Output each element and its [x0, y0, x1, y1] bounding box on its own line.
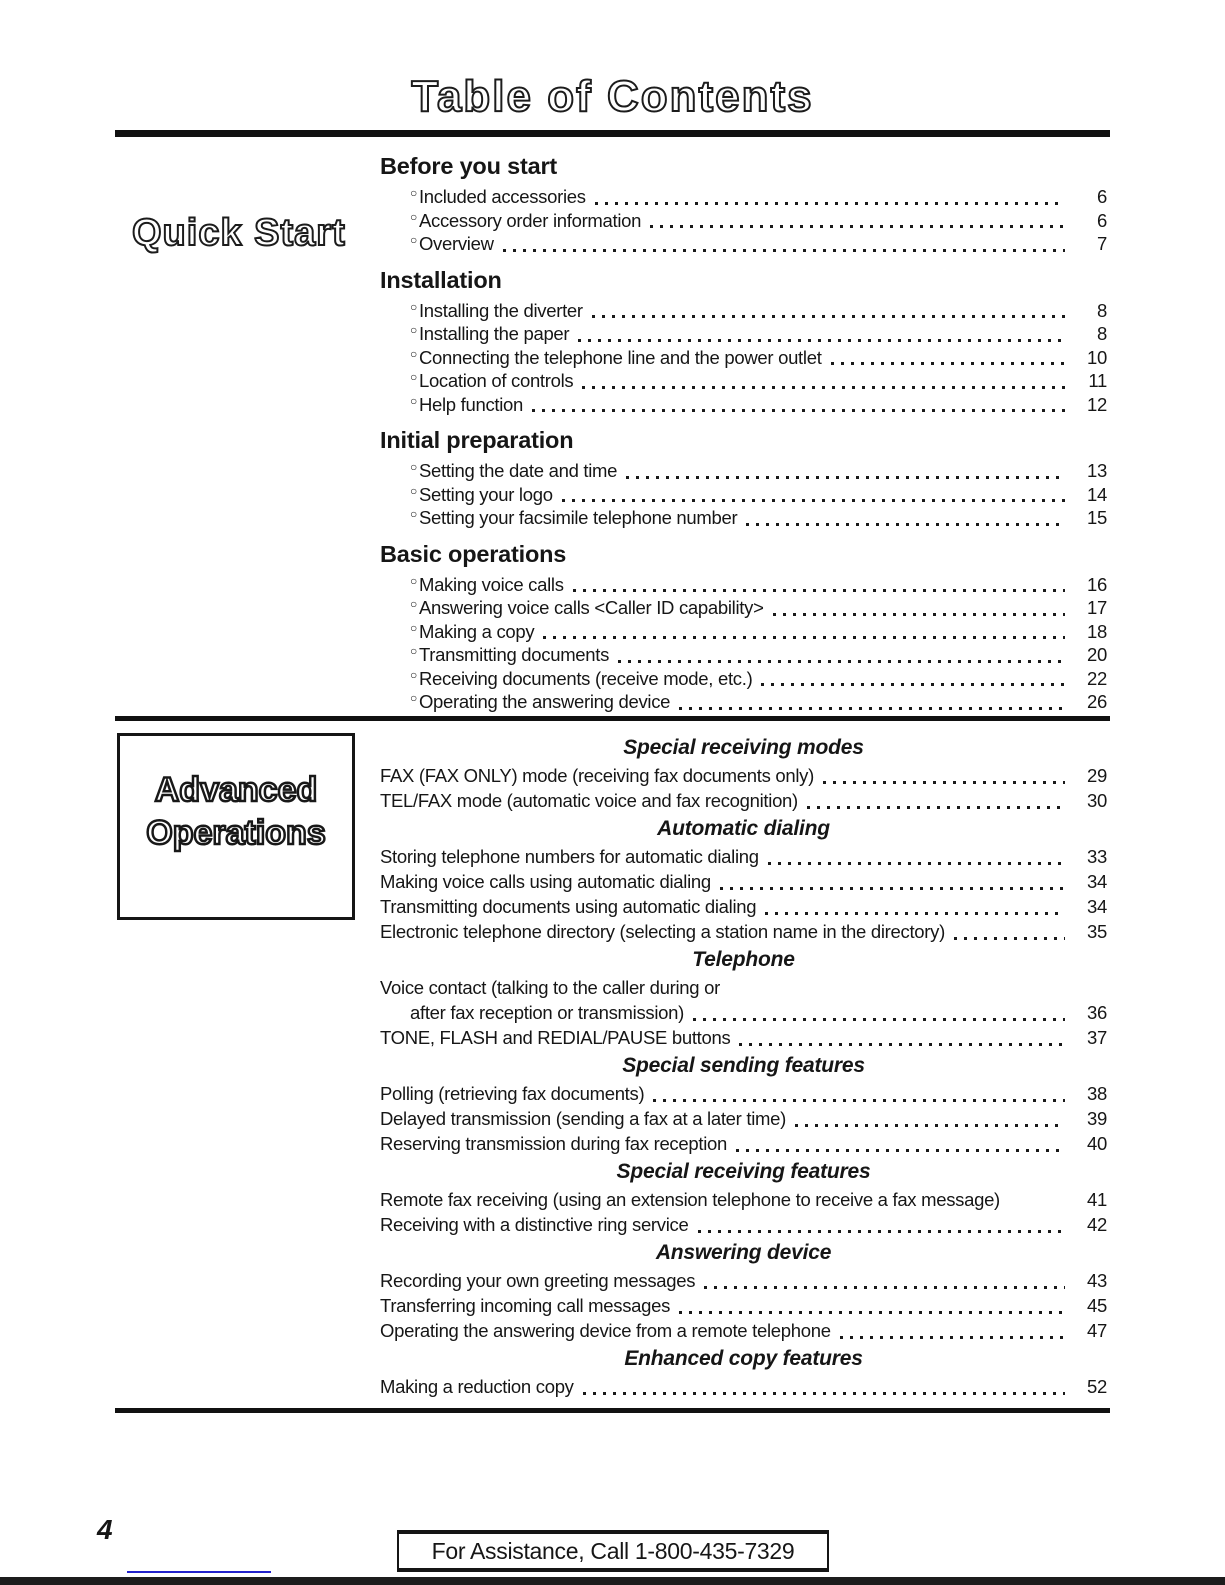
item-label: Making voice calls [418, 573, 564, 595]
assistance-text: For Assistance, Call 1-800-435-7329 [431, 1537, 795, 1564]
toc-item [380, 209, 1107, 233]
dot-leader [503, 249, 1065, 252]
item-bullet-icon: ○ [410, 393, 417, 408]
toc-item [380, 1081, 1107, 1106]
dot-leader [618, 660, 1065, 663]
dot-leader [582, 386, 1065, 389]
toc-item [380, 1106, 1107, 1131]
item-label: Reserving transmission during fax reception [380, 1133, 727, 1154]
item-page-number: 37 [1087, 1027, 1107, 1048]
toc-item [380, 763, 1107, 788]
toc-item [380, 894, 1107, 919]
item-label: Connecting the telephone line and the power outlet [418, 346, 822, 368]
item-page-number: 7 [1097, 233, 1107, 254]
dot-leader [823, 781, 1065, 784]
section-items [380, 185, 1107, 256]
group-heading: Enhanced copy features [624, 1347, 863, 1370]
toc-item [380, 299, 1107, 323]
item-label: Setting the date and time [418, 460, 618, 481]
item-label: Voice contact (talking to the caller during or [380, 977, 720, 998]
group-heading: Special receiving features [616, 1160, 871, 1183]
item-label: Installing the diverter [418, 299, 583, 321]
item-page-number: 34 [1087, 871, 1107, 892]
group-items [380, 1187, 1107, 1237]
divider-bottom [115, 1408, 1110, 1413]
toc-item [380, 690, 1107, 714]
item-label: Making a reduction copy [380, 1376, 574, 1397]
toc-section [380, 152, 1107, 256]
toc-item [380, 185, 1107, 209]
item-page-number: 10 [1087, 346, 1107, 368]
dot-leader [746, 523, 1065, 526]
item-label: Answering voice calls <Caller ID capability> [418, 597, 764, 618]
item-page-number: 13 [1087, 460, 1107, 481]
toc-item [380, 1131, 1107, 1156]
section-items [380, 459, 1107, 530]
item-label: Transmitting documents [418, 644, 610, 665]
item-label: Polling (retrieving fax documents) [380, 1083, 645, 1104]
quick-start-section [0, 150, 1225, 714]
item-label: Overview [418, 233, 494, 254]
dot-leader [831, 362, 1065, 365]
dot-leader [739, 1043, 1065, 1046]
dot-leader [650, 225, 1065, 228]
toc-item [380, 459, 1107, 483]
dot-leader [795, 1124, 1065, 1127]
item-bullet-icon: ○ [410, 620, 417, 635]
toc-group [380, 1240, 1107, 1343]
section-items [380, 573, 1107, 714]
section-items [380, 299, 1107, 417]
toc-item [380, 1025, 1107, 1050]
item-page-number: 6 [1097, 186, 1107, 207]
item-page-number: 22 [1087, 667, 1107, 689]
dot-leader [562, 499, 1065, 502]
item-label: Storing telephone numbers for automatic dialing [380, 846, 759, 867]
item-label: Remote fax receiving (using an extension telephone to receive a fax message) [380, 1189, 1000, 1210]
dot-leader [954, 937, 1065, 940]
item-label: Setting your logo [418, 483, 553, 505]
quick-start-toc-list [380, 150, 1107, 714]
toc-item [380, 506, 1107, 530]
toc-item [380, 788, 1107, 813]
toc-item [380, 322, 1107, 346]
item-label: Accessory order information [418, 209, 642, 231]
group-items [380, 1268, 1107, 1343]
toc-item [380, 596, 1107, 620]
item-label: Setting your facsimile telephone number [418, 507, 738, 528]
dot-leader [583, 1392, 1065, 1395]
toc-item [380, 1187, 1107, 1212]
dot-leader [573, 589, 1065, 592]
item-bullet-icon: ○ [410, 346, 417, 361]
item-label: Operating the answering device from a remote telephone [380, 1320, 831, 1341]
item-label: Help function [418, 393, 524, 415]
item-label: Making voice calls using automatic dialing [380, 871, 711, 892]
item-page-number: 35 [1087, 921, 1107, 942]
item-page-number: 40 [1087, 1133, 1107, 1154]
divider-middle [115, 716, 1110, 721]
group-items [380, 1081, 1107, 1156]
dot-leader [595, 202, 1065, 205]
item-page-number: 6 [1097, 209, 1107, 231]
item-label: Receiving with a distinctive ring service [380, 1214, 689, 1235]
dot-leader [679, 707, 1065, 710]
toc-group [380, 1053, 1107, 1156]
item-bullet-icon: ○ [410, 483, 417, 498]
item-bullet-icon: ○ [410, 370, 417, 384]
page-title: Table of Contents [411, 72, 814, 121]
toc-group [380, 816, 1107, 944]
item-page-number: 20 [1087, 644, 1107, 665]
toc-item [380, 844, 1107, 869]
toc-item [380, 393, 1107, 417]
dot-leader [626, 476, 1065, 479]
item-bullet-icon: ○ [410, 644, 417, 658]
toc-item [380, 346, 1107, 370]
item-page-number: 11 [1088, 370, 1107, 391]
item-label: Included accessories [418, 186, 586, 207]
item-page-number: 26 [1087, 691, 1107, 712]
item-label: after fax reception or transmission) [410, 1002, 685, 1023]
item-bullet-icon: ○ [410, 573, 417, 588]
dot-leader [761, 683, 1065, 686]
section-heading: Basic operations [380, 540, 567, 567]
item-label: Transmitting documents using automatic dialing [380, 896, 757, 917]
dot-leader [736, 1149, 1065, 1152]
toc-group [380, 1346, 1107, 1399]
toc-item [380, 1000, 1107, 1025]
item-bullet-icon: ○ [410, 597, 417, 611]
section-heading: Initial preparation [380, 427, 574, 453]
item-page-number: 34 [1087, 896, 1107, 917]
group-heading: Telephone [692, 948, 795, 971]
item-page-number: 41 [1087, 1189, 1107, 1210]
item-bullet-icon: ○ [410, 299, 417, 314]
dot-leader [653, 1099, 1065, 1102]
toc-item [380, 667, 1107, 691]
group-items [380, 844, 1107, 944]
item-bullet-icon: ○ [410, 507, 417, 521]
toc-item [380, 869, 1107, 894]
dot-leader [693, 1018, 1065, 1021]
item-page-number: 8 [1097, 299, 1107, 321]
item-bullet-icon: ○ [410, 667, 417, 682]
item-page-number: 43 [1087, 1270, 1107, 1291]
toc-item [380, 483, 1107, 507]
group-heading: Automatic dialing [657, 817, 830, 840]
toc-group [380, 1159, 1107, 1237]
item-bullet-icon: ○ [410, 209, 417, 224]
item-bullet-icon: ○ [410, 233, 417, 247]
item-label: TONE, FLASH and REDIAL/PAUSE buttons [380, 1027, 731, 1048]
dot-leader [773, 613, 1065, 616]
advanced-label-line2: Operations [146, 814, 326, 852]
dot-leader [768, 862, 1065, 865]
dot-leader [543, 636, 1065, 639]
advanced-toc-list [380, 728, 1107, 1399]
item-label: FAX (FAX ONLY) mode (receiving fax documents only) [380, 765, 814, 786]
toc-item [380, 620, 1107, 644]
item-page-number: 8 [1097, 323, 1107, 344]
toc-item [380, 1212, 1107, 1237]
group-heading: Answering device [655, 1241, 832, 1264]
item-label: Delayed transmission (sending a fax at a later time) [380, 1108, 786, 1129]
toc-item [380, 1318, 1107, 1343]
toc-section [380, 540, 1107, 714]
item-page-number: 18 [1087, 620, 1107, 642]
item-page-number: 52 [1087, 1376, 1107, 1397]
item-page-number: 36 [1087, 1002, 1107, 1023]
item-page-number: 33 [1087, 846, 1107, 867]
toc-section [380, 426, 1107, 530]
toc-item [380, 232, 1107, 256]
toc-item [380, 919, 1107, 944]
dot-leader [679, 1311, 1065, 1314]
footer-blue-underline [127, 1571, 271, 1573]
item-page-number: 30 [1087, 790, 1107, 811]
advanced-operations-section [0, 728, 1225, 1399]
item-bullet-icon: ○ [410, 186, 417, 200]
item-label: Location of controls [418, 370, 574, 391]
dot-leader [807, 806, 1065, 809]
item-label: Receiving documents (receive mode, etc.) [418, 667, 753, 689]
group-items [380, 1374, 1107, 1399]
quick-start-label: Quick Start [132, 212, 346, 254]
toc-group [380, 947, 1107, 1050]
dot-leader [840, 1336, 1065, 1339]
dot-leader [765, 912, 1065, 915]
item-page-number: 39 [1087, 1108, 1107, 1129]
item-page-number: 16 [1087, 573, 1107, 595]
item-bullet-icon: ○ [410, 323, 417, 337]
group-items [380, 763, 1107, 813]
item-label: Installing the paper [418, 323, 570, 344]
scan-edge-bar [0, 1577, 1225, 1585]
item-page-number: 29 [1087, 765, 1107, 786]
advanced-label-line1: Advanced [154, 771, 318, 809]
item-page-number: 17 [1087, 597, 1107, 618]
group-heading: Special receiving modes [623, 736, 864, 759]
dot-leader [720, 887, 1065, 890]
dot-leader [1009, 1205, 1065, 1208]
toc-item [380, 643, 1107, 667]
page-number: 4 [97, 1514, 113, 1545]
toc-section [380, 266, 1107, 417]
item-bullet-icon: ○ [410, 460, 417, 474]
toc-item [380, 975, 1107, 1000]
item-page-number: 38 [1087, 1083, 1107, 1104]
dot-leader [578, 339, 1065, 342]
assistance-box [397, 1530, 829, 1572]
item-page-number: 14 [1087, 483, 1107, 505]
item-label: TEL/FAX mode (automatic voice and fax recognition) [380, 790, 798, 811]
group-heading: Special sending features [622, 1054, 865, 1077]
item-page-number: 47 [1087, 1320, 1107, 1341]
section-heading: Installation [380, 266, 502, 293]
item-label: Operating the answering device [418, 691, 671, 712]
item-bullet-icon: ○ [410, 691, 417, 705]
item-page-number: 45 [1087, 1295, 1107, 1316]
advanced-operations-box [117, 733, 355, 920]
dot-leader [698, 1230, 1066, 1233]
divider-top [115, 130, 1110, 137]
group-items [380, 975, 1107, 1050]
toc-group [380, 735, 1107, 813]
item-label: Recording your own greeting messages [380, 1270, 696, 1291]
item-label: Electronic telephone directory (selecting a station name in the directory) [380, 921, 945, 942]
dot-leader [704, 1286, 1065, 1289]
item-label: Transferring incoming call messages [380, 1295, 671, 1316]
toc-item [380, 1374, 1107, 1399]
toc-item [380, 1268, 1107, 1293]
section-heading: Before you start [380, 153, 558, 179]
dot-leader [532, 409, 1065, 412]
toc-item [380, 573, 1107, 597]
toc-item [380, 369, 1107, 393]
toc-item [380, 1293, 1107, 1318]
dot-leader [592, 315, 1065, 318]
item-page-number: 42 [1087, 1214, 1107, 1235]
item-page-number: 12 [1087, 393, 1107, 415]
item-label: Making a copy [418, 620, 535, 642]
item-page-number: 15 [1087, 507, 1107, 528]
